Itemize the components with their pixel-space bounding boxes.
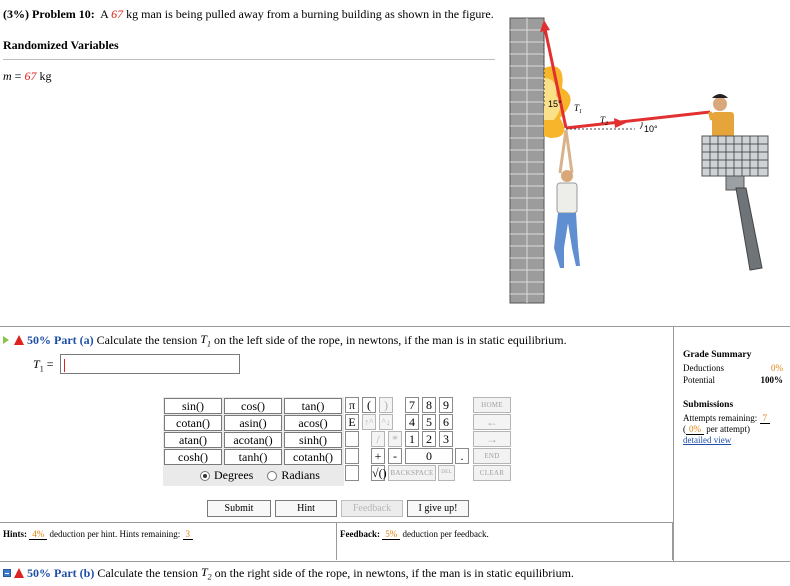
radians-radio[interactable] [267,471,277,481]
answer-input[interactable] [60,354,240,374]
angle-10-label: 10° [644,124,658,134]
divider [3,59,495,60]
hint-button[interactable]: Hint [275,500,337,517]
submit-button[interactable]: Submit [207,500,271,517]
brick-wall [510,18,544,303]
key-0[interactable]: 0 [405,448,453,464]
attempts-remaining: Attempts remaining: 7 [683,413,770,423]
part-a-panel [0,327,790,562]
left-arrow-key[interactable]: ← [473,414,511,430]
multiply-key[interactable]: * [388,431,402,447]
part-b-question-post: on the right side of the rope, in newtons, if the man is in static equilibrium. [214,565,574,580]
degrees-radio[interactable] [200,471,210,481]
angle-mode [200,468,320,483]
key-8[interactable]: 8 [422,397,436,413]
grade-summary-title: Grade Summary [683,350,752,360]
bucket [702,136,768,270]
cotan-button[interactable]: cotan() [164,415,222,431]
del-key[interactable]: DEL [438,465,455,481]
right-arrow-key[interactable]: → [473,431,511,447]
asin-button[interactable]: asin() [224,415,282,431]
lparen-key[interactable]: ( [362,397,376,413]
text-caret [64,359,65,372]
part-b-panel [0,563,790,586]
var-unit: kg [36,69,52,83]
hints-info [0,522,337,560]
t2-figure-label: $T_2$ [600,115,609,127]
var-value: 67 [24,69,37,83]
hints-pct: 4% [29,529,47,540]
backspace-key[interactable]: BACKSPACE [388,465,436,481]
grade-summary [673,327,790,562]
atan-button[interactable]: atan() [164,432,222,448]
plus-key[interactable]: + [371,448,385,464]
sin-button[interactable]: sin() [164,398,222,414]
hints-remaining: 3 [183,529,194,540]
home-key[interactable]: HOME [473,397,511,413]
acotan-button[interactable]: acotan() [224,432,282,448]
randomized-variables-title: Randomized Variables [3,38,119,52]
key-9[interactable]: 9 [439,397,453,413]
minus-key[interactable]: - [388,448,402,464]
blank-key [345,465,359,481]
feedback-label: Feedback: [340,529,380,539]
part-b-question-pre: Calculate the tension [97,565,198,580]
feedback-button[interactable]: Feedback [341,500,403,517]
tanh-button[interactable]: tanh() [224,449,282,465]
detailed-view-link[interactable]: detailed view [683,435,732,445]
acos-button[interactable]: acos() [284,415,342,431]
deductions-row: Deductions 0% [683,363,783,373]
key-6[interactable]: 6 [439,414,453,430]
cosh-button[interactable]: cosh() [164,449,222,465]
hanging-man [554,130,580,268]
expand-arrow-icon[interactable] [3,336,9,344]
part-a-percent: 50% Part (a) [27,332,94,347]
give-up-button[interactable]: I give up! [407,500,469,517]
feedback-pct: 5% [382,529,400,540]
blank-key [345,448,359,464]
cotanh-button[interactable]: cotanh() [284,449,342,465]
key-2[interactable]: 2 [422,431,436,447]
pi-key[interactable]: π [345,397,359,413]
key-4[interactable]: 4 [405,414,419,430]
e-key[interactable]: E [345,414,359,430]
degrees-label: Degrees [214,468,254,482]
var-equals: = [11,69,25,83]
hints-label: Hints: [3,529,28,539]
divide-key[interactable]: / [371,431,385,447]
key-1[interactable]: 1 [405,431,419,447]
feedback-text: deduction per feedback. [402,529,489,539]
part-a-header [3,332,567,348]
tan-button[interactable]: tan() [284,398,342,414]
hints-text: deduction per hint. Hints remaining: [49,529,181,539]
problem-number: Problem 10: [32,7,95,21]
problem-text-before: A [100,7,109,21]
clear-key[interactable]: CLEAR [473,465,511,481]
key-7[interactable]: 7 [405,397,419,413]
feedback-info [337,522,673,560]
warning-icon [14,335,24,345]
randomized-variable-m [3,69,51,84]
problem-text-after: kg man is being pulled away from a burning building as shown in the figure. [126,7,494,21]
part-a-question-pre: Calculate the tension [96,332,198,347]
per-attempt: ( 0% per attempt) [683,424,750,434]
part-b-var: $T_2$ [200,565,212,582]
problem-mass-value: 67 [111,7,124,21]
angle-15-label: 15° [548,99,562,109]
part-a-var: $T_1$ [200,332,211,349]
submissions-title: Submissions [683,400,734,410]
radians-label: Radians [281,468,320,482]
var-name: m [3,69,12,83]
end-key[interactable]: END [473,448,511,464]
potential-row: Potential 100% [683,375,783,385]
cos-button[interactable]: cos() [224,398,282,414]
problem-figure [500,8,790,308]
part-b-percent: 50% Part (b) [27,565,95,580]
answer-label: $T_1$ = [33,357,54,374]
collapse-icon[interactable] [3,569,11,577]
problem-weight: (3%) [3,7,29,21]
sqrt-key[interactable]: √() [372,466,387,480]
key-3[interactable]: 3 [439,431,453,447]
t1-figure-label: $T_1$ [574,103,583,115]
warning-icon [14,568,24,578]
part-b-header[interactable] [3,565,574,581]
part-a-question-post: on the left side of the rope, in newtons, if the man is in static equilibrium. [213,332,567,347]
dot-key[interactable]: . [455,448,469,464]
key-5[interactable]: 5 [422,414,436,430]
blank-key [345,431,359,447]
problem-statement [3,7,494,22]
power-up-key[interactable]: ↑^ [362,414,376,430]
rparen-key[interactable]: ) [379,397,393,413]
firefighter-icon [710,94,734,138]
sinh-button[interactable]: sinh() [284,432,342,448]
power-down-key[interactable]: ^↓ [379,414,393,430]
